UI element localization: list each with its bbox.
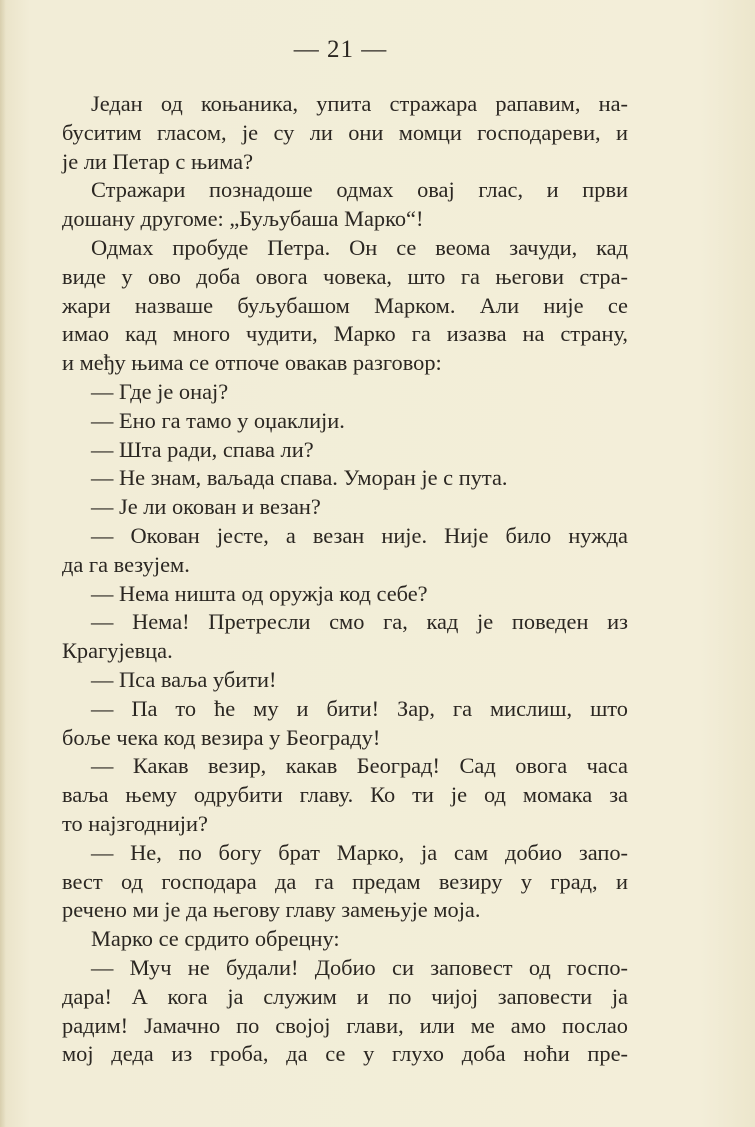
text-line: Стражари познадоше одмах овај глас, и први: [91, 177, 628, 203]
text-line: — Шта ради, спава ли?: [91, 436, 314, 462]
text-line: је ли Петар с њима?: [62, 148, 254, 174]
text-line: Један од коњаника, упита стражара рапавим, на-: [91, 91, 628, 116]
text-line: и међу њима се отпоче овакав разговор:: [62, 350, 442, 376]
text-line: дара! А кога ја служим и по чијој заповести ја: [62, 983, 628, 1009]
text-line: вест од господара да га предам везиру у град, и: [62, 868, 628, 894]
text-line: виде у ово доба овога човека, што га његови стра-: [62, 263, 628, 289]
text-line: боље чека код везира у Београду!: [62, 724, 381, 750]
text-line: ваља њему одрубити главу. Ко ти је од момака за: [62, 782, 628, 808]
page-number: — 21 —: [293, 36, 388, 63]
text-line: — Окован јесте, а везан није. Није било нужда: [91, 522, 628, 548]
text-line: буситим гласом, је су ли они момци господареви, и: [62, 119, 628, 145]
text-line: мој деда из гроба, да се у глухо доба ноћи пре-: [62, 1041, 628, 1067]
text-line: Одмах пробуде Петра. Он се веома зачуди, кад: [91, 234, 628, 260]
text-line: да га везујем.: [62, 551, 190, 577]
text-line: — Ено га тамо у оџаклији.: [91, 407, 345, 433]
text-line: — Муч не будали! Добио си заповест од госпо-: [91, 954, 628, 980]
text-line: — Не знам, ваљада спава. Уморан је с пута.: [91, 465, 508, 491]
text-line: радим! Јамачно по својој глави, или ме амо послао: [62, 1012, 628, 1038]
body-text: [62, 90, 628, 1069]
text-line: — Нема ништа од оружја код себе?: [91, 580, 428, 606]
text-line: то најзгоднији?: [62, 810, 208, 836]
text-line: — Нема! Претресли смо га, кад је поведен из: [91, 609, 628, 635]
text-line: — Какав везир, какав Београд! Сад овога часа: [91, 753, 628, 779]
text-line: Крагујевца.: [62, 638, 173, 664]
text-line: жари назваше буљубашом Марком. Али није се: [62, 292, 628, 318]
page-edge-shadow: [0, 0, 6, 1127]
text-line: речено ми је да његову главу замењује моја.: [62, 897, 481, 923]
text-line: — Је ли окован и везан?: [91, 494, 321, 520]
text-line: дошану другоме: „Буљубаша Марко“!: [62, 206, 424, 232]
text-line: Марко се срдито обрецну:: [91, 926, 340, 952]
text-line: — Пса ваља убити!: [91, 666, 277, 692]
text-line: — Па то ће му и бити! Зар, га мислиш, што: [91, 695, 628, 721]
text-line: имао кад много чудити, Марко га изазва на страну,: [62, 321, 628, 347]
text-line: — Где је онај?: [91, 378, 229, 404]
text-line: — Не, по богу брат Марко, ја сам добио запо-: [91, 839, 628, 865]
